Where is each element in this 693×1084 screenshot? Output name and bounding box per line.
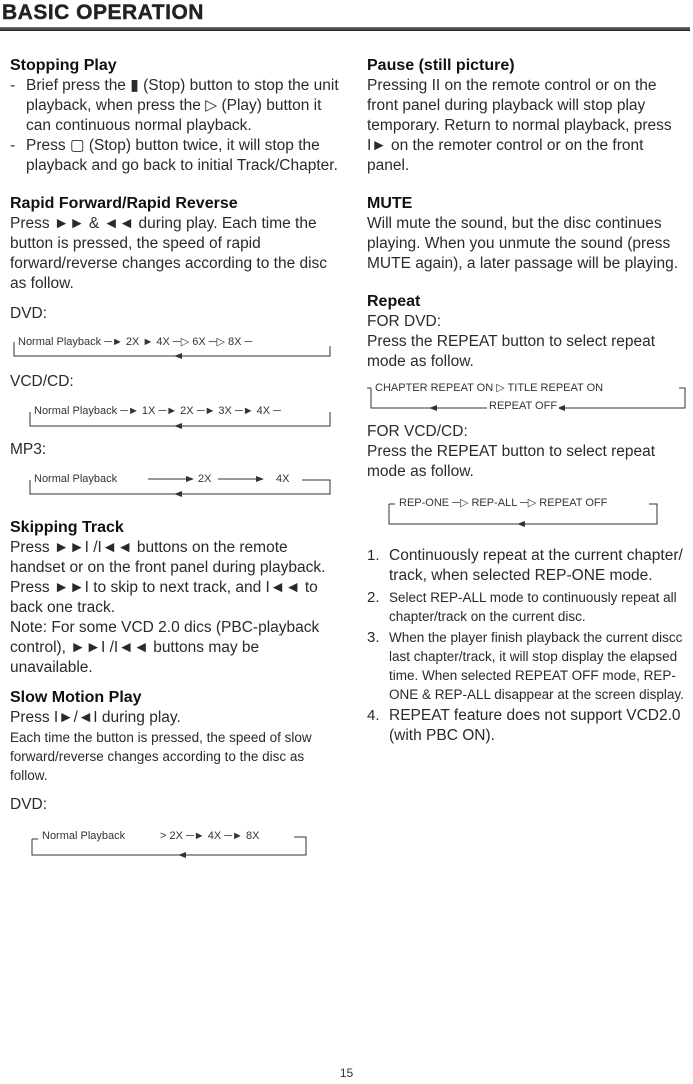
stopping-play-list bbox=[10, 76, 340, 176]
repeat-dvd-diagram-top: CHAPTER REPEAT ON ▷ TITLE REPEAT ON bbox=[375, 382, 604, 394]
stopping-play-item: - Brief press the ▮ (Stop) button to stop the unit playback, when press the ▷ (Play) button it can continuous normal playback. bbox=[10, 76, 340, 136]
stopping-play-section bbox=[10, 56, 340, 176]
rapid-mp3-diagram bbox=[10, 468, 340, 500]
rapid-section bbox=[10, 194, 340, 500]
stopping-play-item: - Press ▢ (Stop) button twice, it will stop the playback and go back to initial Track/Chapter. bbox=[10, 136, 340, 176]
repeat-vcd-diagram-text: REP-ONE ─▷ REP-ALL ─▷ REPEAT OFF bbox=[399, 497, 608, 509]
repeat-vcd-text: Press the REPEAT button to select repeat mode as follow. bbox=[367, 443, 656, 480]
repeat-section bbox=[367, 292, 689, 746]
pause-section bbox=[367, 56, 689, 176]
skipping-title: Skipping Track bbox=[10, 519, 124, 536]
rapid-vcd-label: VCD/CD: bbox=[10, 373, 74, 390]
mute-text: Will mute the sound, but the disc continues playing. When you unmute the sound (press MUTE again), a later passage will be playing. bbox=[367, 215, 679, 272]
skipping-p2: Press ►►I to skip to next track, and I◄◄ to back one track. bbox=[10, 579, 318, 616]
repeat-note: 2. Select REP-ALL mode to continuously repeat all chapter/track on the current disc. bbox=[367, 589, 677, 624]
left-column bbox=[10, 56, 340, 865]
rapid-title: Rapid Forward/Rapid Reverse bbox=[10, 195, 238, 212]
slow-motion-diagram-start: Normal Playback bbox=[42, 830, 126, 842]
skipping-section bbox=[10, 518, 340, 678]
skipping-p3: Note: For some VCD 2.0 dics (PBC-playback control), ►►I /I◄◄ buttons may be unavailable. bbox=[10, 619, 320, 676]
repeat-for-vcd: FOR VCD/CD: bbox=[367, 423, 468, 440]
skipping-p1: Press ►►I /I◄◄ buttons on the remote handset or on the front panel during playback. bbox=[10, 539, 326, 576]
repeat-for-dvd: FOR DVD: bbox=[367, 313, 442, 330]
slow-motion-p1: Press I►/◄I during play. bbox=[10, 709, 181, 726]
mute-title: MUTE bbox=[367, 195, 413, 212]
rapid-dvd-diagram bbox=[10, 332, 340, 364]
rapid-mp3-label: MP3: bbox=[10, 441, 47, 458]
page-header bbox=[0, 0, 693, 36]
rapid-dvd-diagram-text: Normal Playback ─► 2X ► 4X ─▷ 6X ─▷ 8X ─ bbox=[18, 336, 253, 348]
header-rule bbox=[0, 27, 690, 31]
mute-section bbox=[367, 194, 689, 274]
slow-motion-diagram bbox=[10, 825, 340, 857]
right-column bbox=[367, 56, 689, 748]
rapid-vcd-diagram bbox=[10, 400, 340, 432]
pause-text: Pressing II on the remote control or on the front panel during playback will stop play temporary. Return to normal playback, press I► on the remoter control or on the front panel. bbox=[367, 77, 672, 174]
rapid-mp3-start: Normal Playback bbox=[34, 473, 118, 485]
rapid-text: Press ►► & ◄◄ during play. Each time the button is pressed, the speed of rapid forward/reverse changes according to the disc as follow. bbox=[10, 215, 328, 292]
page-title: BASIC OPERATION bbox=[2, 1, 204, 24]
rapid-dvd-label: DVD: bbox=[10, 305, 48, 322]
repeat-notes-list bbox=[367, 546, 689, 746]
repeat-dvd-diagram-bottom: REPEAT OFF bbox=[489, 400, 558, 412]
repeat-note: 4. REPEAT feature does not support VCD2.0 (with PBC ON). bbox=[367, 707, 681, 744]
slow-motion-p2: Each time the button is pressed, the speed of slow forward/reverse changes according to the disc as follow. bbox=[10, 730, 312, 783]
repeat-dvd-text: Press the REPEAT button to select repeat mode as follow. bbox=[367, 333, 656, 370]
rapid-vcd-diagram-text: Normal Playback ─► 1X ─► 2X ─► 3X ─► 4X ─ bbox=[34, 405, 281, 417]
repeat-note: 1. Continuously repeat at the current chapter/ track, when selected REP-ONE mode. bbox=[367, 547, 683, 584]
page-number: 15 bbox=[339, 1066, 354, 1080]
rapid-mp3-4x: 4X bbox=[276, 473, 290, 485]
rapid-mp3-2x: 2X bbox=[198, 473, 212, 485]
repeat-title: Repeat bbox=[367, 293, 421, 310]
repeat-vcd-diagram bbox=[367, 492, 689, 528]
slow-motion-section bbox=[10, 688, 340, 857]
slow-motion-title: Slow Motion Play bbox=[10, 689, 142, 706]
repeat-dvd-diagram bbox=[367, 378, 689, 414]
slow-motion-dvd-label: DVD: bbox=[10, 796, 48, 813]
stopping-play-title: Stopping Play bbox=[10, 57, 117, 74]
repeat-note: 3. When the player finish playback the current discc last chapter/track, it will stop display the elapsed time. When selected REPEAT OFF mode, REP-ONE & REP-ALL disappear at the screen display. bbox=[367, 629, 684, 702]
pause-title: Pause (still picture) bbox=[367, 57, 515, 74]
slow-motion-diagram-rest: > 2X ─► 4X ─► 8X bbox=[160, 830, 260, 842]
